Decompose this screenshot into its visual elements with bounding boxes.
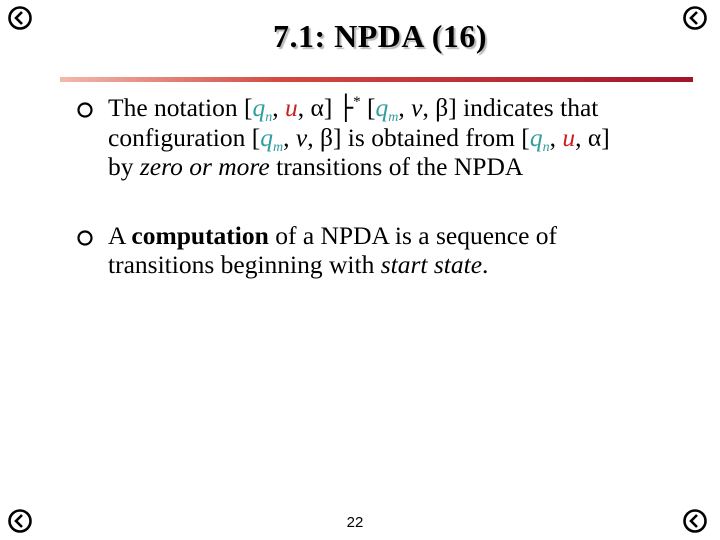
bullet-notation-line-2: configuration [$q_m$, v, β] is obtained from [$q_n$, u, α] — [108, 123, 610, 155]
hollow-circle-bullet-icon — [76, 101, 94, 119]
computation-term: computation — [131, 221, 269, 250]
bullet-computation-line-2: transitions beginning with start state. — [108, 250, 489, 279]
bullet-notation — [108, 93, 708, 181]
bullet-computation-line-1: A computation of a NPDA is a sequence of — [108, 221, 558, 250]
title-divider — [60, 77, 693, 82]
bullet-notation-line-1: The notation [$q_n$, u, α] ├* [$q_m$, v, β] indicates that — [108, 93, 599, 125]
hollow-circle-bullet-icon — [76, 229, 94, 247]
bullet-computation — [108, 221, 708, 279]
corner-back-icon — [682, 508, 708, 534]
turnstile-symbol: ├ — [338, 94, 354, 122]
page-number: 22 — [346, 514, 364, 531]
alpha-symbol: α — [587, 123, 602, 152]
beta-symbol: β — [435, 93, 449, 122]
alpha-symbol: α — [310, 93, 324, 122]
corner-back-icon — [7, 508, 33, 534]
slide-title: 7.1: NPDA (16) — [272, 18, 488, 54]
beta-symbol: β — [319, 123, 333, 152]
bullet-notation-line-3: by zero or more transitions of the NPDA — [108, 152, 524, 181]
